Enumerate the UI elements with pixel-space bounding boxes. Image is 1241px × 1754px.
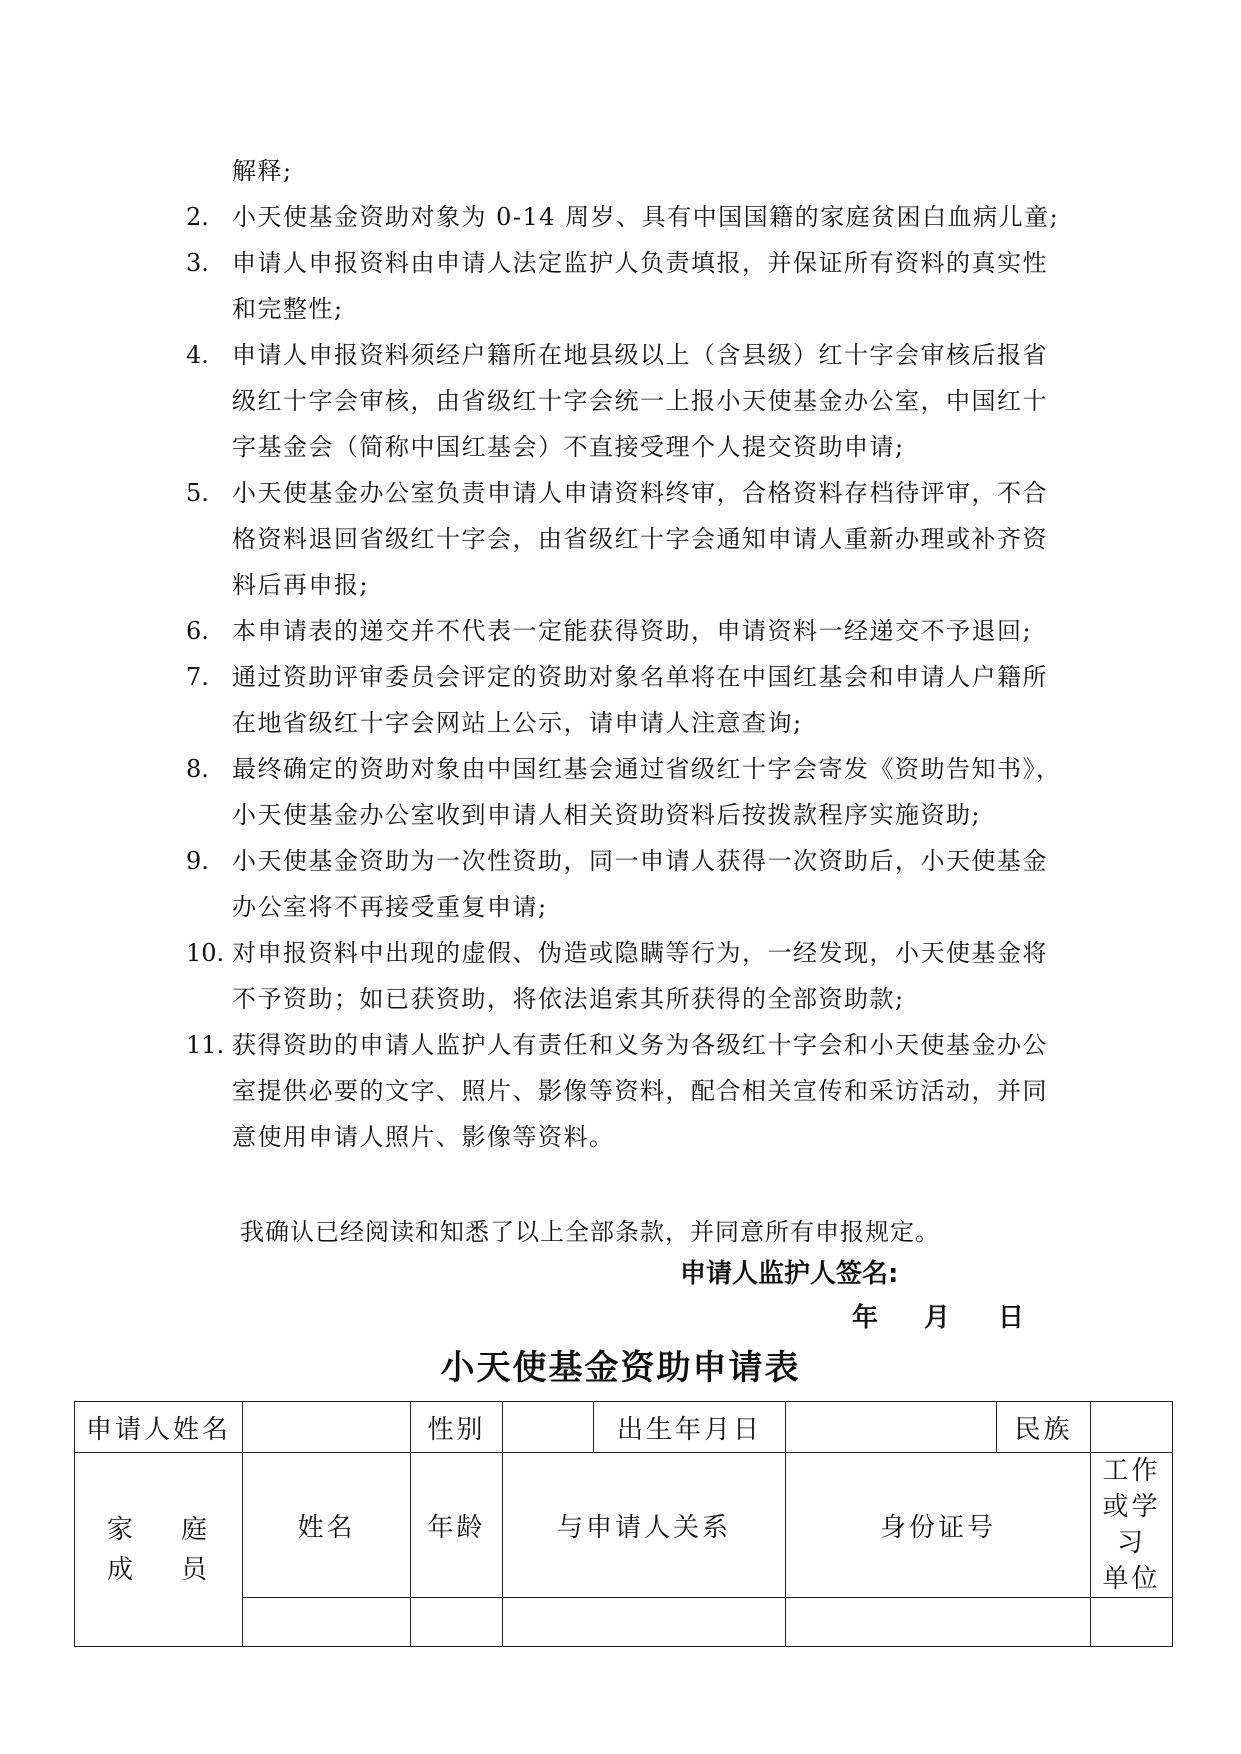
applicant-name-label: 申请人姓名 bbox=[75, 1402, 243, 1453]
clause-number: 9. bbox=[186, 847, 209, 875]
birth-date-label: 出生年月日 bbox=[594, 1402, 786, 1453]
clause-number: 3. bbox=[186, 249, 209, 277]
clause-text: 最终确定的资助对象由中国红基会通过省级红十字会寄发《资助告知书》，小天使基金办公室收到申请人相关资助资料后按拨款程序实施资助; bbox=[232, 755, 1062, 829]
family-member-relation-field[interactable] bbox=[503, 1598, 786, 1647]
form-row-family-header bbox=[75, 1453, 1173, 1598]
clause-text: 本申请表的递交并不代表一定能获得资助，申请资料一经递交不予退回; bbox=[232, 617, 1033, 645]
clause-number: 2. bbox=[186, 203, 209, 231]
id-number-column-header: 身份证号 bbox=[786, 1453, 1091, 1598]
confirmation-statement: 我确认已经阅读和知悉了以上全部条款，并同意所有申报规定。 bbox=[240, 1218, 940, 1246]
clause-number: 5. bbox=[186, 479, 209, 507]
ethnicity-label: 民族 bbox=[997, 1402, 1091, 1453]
clause-text: 获得资助的申请人监护人有责任和义务为各级红十字会和小天使基金办公室提供必要的文字、照片、影像等资料，配合相关宣传和采访活动，并同意使用申请人照片、影像等资料。 bbox=[232, 1031, 1048, 1151]
clause-item bbox=[186, 194, 1066, 240]
name-column-header: 姓名 bbox=[243, 1453, 411, 1598]
family-member-name-field[interactable] bbox=[243, 1598, 411, 1647]
date-year-label: 年 bbox=[852, 1303, 879, 1333]
clause-text: 小天使基金办公室负责申请人申请资料终审，合格资料存档待评审，不合格资料退回省级红十字会，由省级红十字会通知申请人重新办理或补齐资料后再申报; bbox=[232, 479, 1048, 599]
clause-text: 小天使基金资助对象为 0-14 周岁、具有中国国籍的家庭贫困白血病儿童; bbox=[232, 203, 1060, 231]
clause-item bbox=[186, 470, 1066, 608]
clause-item bbox=[186, 654, 1066, 746]
clause-text: 解释; bbox=[232, 157, 293, 185]
clause-number: 8. bbox=[186, 755, 209, 783]
clause-text: 小天使基金资助为一次性资助，同一申请人获得一次资助后，小天使基金办公室将不再接受重复申请; bbox=[232, 847, 1048, 921]
clause-number: 10. bbox=[186, 939, 225, 967]
birth-date-field[interactable] bbox=[786, 1402, 997, 1453]
applicant-name-field[interactable] bbox=[243, 1402, 411, 1453]
clause-number: 11. bbox=[186, 1031, 225, 1059]
clause-text: 对申报资料中出现的虚假、伪造或隐瞒等行为，一经发现，小天使基金将不予资助；如已获资助，将依法追索其所获得的全部资助款; bbox=[232, 939, 1048, 1013]
clause-text: 通过资助评审委员会评定的资助对象名单将在中国红基会和申请人户籍所在地省级红十字会网站上公示，请申请人注意查询; bbox=[232, 663, 1048, 737]
relation-column-header: 与申请人关系 bbox=[503, 1453, 786, 1598]
form-title: 小天使基金资助申请表 bbox=[440, 1348, 801, 1388]
clause-item bbox=[186, 930, 1066, 1022]
gender-label: 性别 bbox=[411, 1402, 503, 1453]
guardian-signature-label: 申请人监护人签名: bbox=[680, 1259, 899, 1289]
clause-number: 6. bbox=[186, 617, 209, 645]
clause-item bbox=[186, 608, 1066, 654]
clause-list bbox=[186, 148, 1066, 1160]
clause-text: 申请人申报资料由申请人法定监护人负责填报，并保证所有资料的真实性和完整性; bbox=[232, 249, 1048, 323]
gender-field[interactable] bbox=[503, 1402, 594, 1453]
work-or-school-column-header: 工作或学习 单位 bbox=[1091, 1453, 1173, 1598]
clause-item bbox=[186, 1022, 1066, 1160]
clause-item bbox=[186, 148, 1066, 194]
form-row-applicant bbox=[75, 1402, 1173, 1453]
date-month-label: 月 bbox=[924, 1303, 951, 1333]
clause-item bbox=[186, 838, 1066, 930]
ethnicity-field[interactable] bbox=[1091, 1402, 1173, 1453]
clause-text: 申请人申报资料须经户籍所在地县级以上（含县级）红十字会审核后报省级红十字会审核，由省级红十字会统一上报小天使基金办公室，中国红十字基金会（简称中国红基会）不直接受理个人提交资助申请; bbox=[232, 341, 1048, 461]
clause-number: 7. bbox=[186, 663, 209, 691]
family-members-label bbox=[75, 1453, 243, 1647]
date-day-label: 日 bbox=[998, 1303, 1025, 1333]
family-member-age-field[interactable] bbox=[411, 1598, 503, 1647]
family-label-line: 成 员 bbox=[106, 1554, 210, 1585]
clause-item bbox=[186, 746, 1066, 838]
clause-number: 4. bbox=[186, 341, 209, 369]
family-member-work-field[interactable] bbox=[1091, 1598, 1173, 1647]
clause-item bbox=[186, 240, 1066, 332]
clause-item bbox=[186, 332, 1066, 470]
family-member-id-field[interactable] bbox=[786, 1598, 1091, 1647]
age-column-header: 年龄 bbox=[411, 1453, 503, 1598]
application-form-table bbox=[74, 1401, 1173, 1647]
family-label-line: 家 庭 bbox=[106, 1514, 210, 1545]
